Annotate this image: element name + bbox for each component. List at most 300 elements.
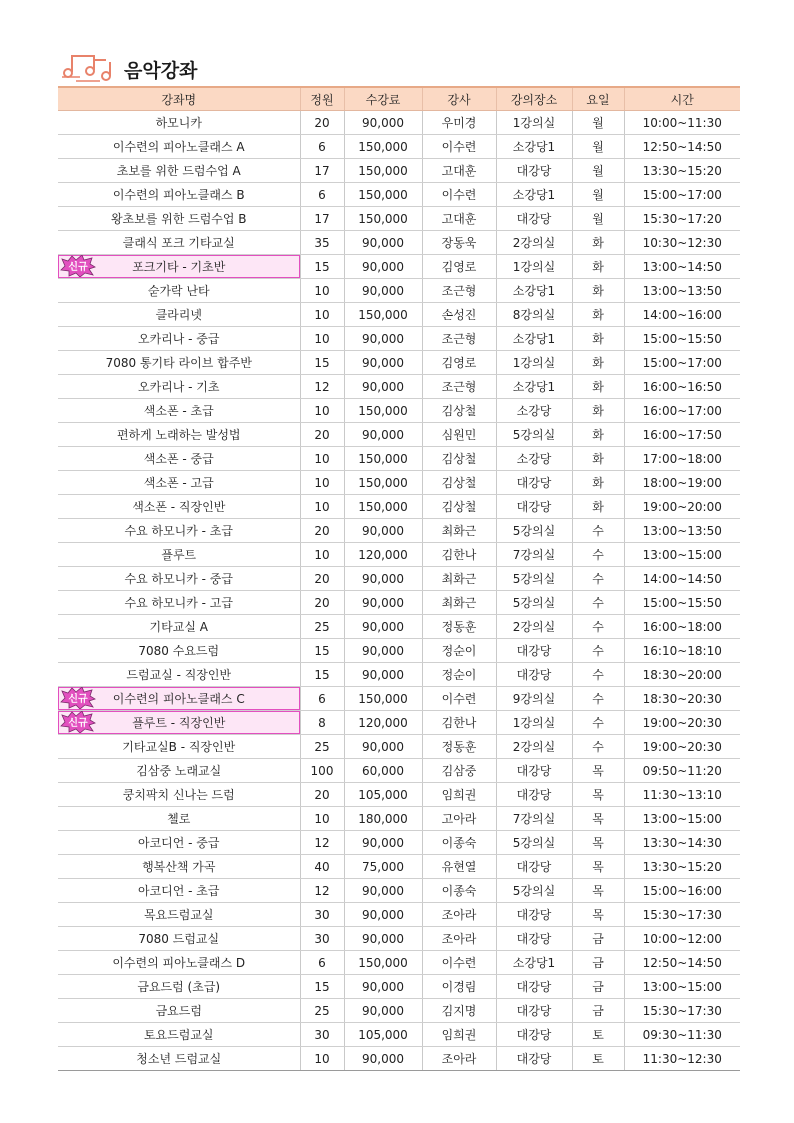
course-name-cell: 7080 수요드럼 [58, 639, 300, 663]
capacity-cell: 15 [300, 351, 344, 375]
time-cell: 13:30~15:20 [624, 159, 740, 183]
place-cell: 대강당 [496, 903, 572, 927]
course-name-cell: 청소년 드럼교실 [58, 1047, 300, 1071]
course-name-cell: 색소폰 - 초급 [58, 399, 300, 423]
capacity-cell: 15 [300, 975, 344, 999]
day-cell: 토 [572, 1047, 624, 1071]
new-badge-label: 신규 [68, 262, 88, 273]
fee-cell: 150,000 [344, 303, 422, 327]
teacher-cell: 이수련 [422, 183, 496, 207]
day-cell: 화 [572, 447, 624, 471]
place-cell: 2강의실 [496, 735, 572, 759]
fee-cell: 150,000 [344, 135, 422, 159]
header-course-name: 강좌명 [58, 87, 300, 111]
capacity-cell: 10 [300, 303, 344, 327]
course-name-cell: 플루트 [58, 543, 300, 567]
fee-cell: 75,000 [344, 855, 422, 879]
table-row [58, 639, 740, 663]
new-badge-icon [60, 255, 96, 277]
course-name-cell: 클라리넷 [58, 303, 300, 327]
course-name-cell: 이수련의 피아노클래스 A [58, 135, 300, 159]
day-cell: 금 [572, 927, 624, 951]
capacity-cell: 35 [300, 231, 344, 255]
page-title: 음악강좌 [124, 60, 198, 82]
day-cell: 토 [572, 1023, 624, 1047]
fee-cell: 60,000 [344, 759, 422, 783]
fee-cell: 150,000 [344, 495, 422, 519]
table-row [58, 279, 740, 303]
capacity-cell: 15 [300, 639, 344, 663]
day-cell: 화 [572, 255, 624, 279]
course-name-cell: 기타교실B - 직장인반 [58, 735, 300, 759]
time-cell: 13:30~15:20 [624, 855, 740, 879]
day-cell: 목 [572, 831, 624, 855]
teacher-cell: 정순이 [422, 663, 496, 687]
fee-cell: 150,000 [344, 687, 422, 711]
fee-cell: 90,000 [344, 879, 422, 903]
course-name-cell [58, 687, 300, 711]
course-name-text: 포크기타 - 기초반 [132, 260, 226, 274]
teacher-cell: 임희권 [422, 1023, 496, 1047]
teacher-cell: 김지명 [422, 999, 496, 1023]
table-row [58, 543, 740, 567]
table-row [58, 615, 740, 639]
capacity-cell: 17 [300, 159, 344, 183]
day-cell: 금 [572, 951, 624, 975]
table-row [58, 663, 740, 687]
course-name-cell: 7080 통기타 라이브 합주반 [58, 351, 300, 375]
table-row [58, 495, 740, 519]
table-row [58, 519, 740, 543]
course-name-cell: 이수련의 피아노클래스 B [58, 183, 300, 207]
teacher-cell: 이종숙 [422, 831, 496, 855]
time-cell: 14:00~16:00 [624, 303, 740, 327]
place-cell: 5강의실 [496, 879, 572, 903]
fee-cell: 150,000 [344, 159, 422, 183]
course-name-cell: 아코디언 - 중급 [58, 831, 300, 855]
capacity-cell: 10 [300, 1047, 344, 1071]
fee-cell: 90,000 [344, 903, 422, 927]
teacher-cell: 이수련 [422, 135, 496, 159]
fee-cell: 90,000 [344, 615, 422, 639]
place-cell: 5강의실 [496, 519, 572, 543]
time-cell: 14:00~14:50 [624, 567, 740, 591]
place-cell: 대강당 [496, 663, 572, 687]
fee-cell: 90,000 [344, 831, 422, 855]
fee-cell: 90,000 [344, 327, 422, 351]
table-row [58, 447, 740, 471]
course-name-cell: 첼로 [58, 807, 300, 831]
place-cell: 1강의실 [496, 351, 572, 375]
time-cell: 15:30~17:30 [624, 903, 740, 927]
fee-cell: 90,000 [344, 999, 422, 1023]
place-cell: 소강당 [496, 447, 572, 471]
time-cell: 12:50~14:50 [624, 135, 740, 159]
fee-cell: 150,000 [344, 951, 422, 975]
course-name-cell: 하모니카 [58, 111, 300, 135]
course-name-cell: 기타교실 A [58, 615, 300, 639]
time-cell: 13:00~13:50 [624, 519, 740, 543]
course-name-cell [58, 255, 300, 279]
time-cell: 13:30~14:30 [624, 831, 740, 855]
course-name-cell: 수요 하모니카 - 고급 [58, 591, 300, 615]
time-cell: 16:00~17:00 [624, 399, 740, 423]
place-cell: 대강당 [496, 207, 572, 231]
capacity-cell: 12 [300, 879, 344, 903]
time-cell: 10:00~11:30 [624, 111, 740, 135]
place-cell: 대강당 [496, 495, 572, 519]
fee-cell: 120,000 [344, 543, 422, 567]
table-row [58, 159, 740, 183]
place-cell: 대강당 [496, 639, 572, 663]
table-row [58, 735, 740, 759]
teacher-cell: 조아라 [422, 903, 496, 927]
course-name-cell: 색소폰 - 중급 [58, 447, 300, 471]
new-badge-label: 신규 [68, 694, 88, 705]
day-cell: 화 [572, 471, 624, 495]
teacher-cell: 고아라 [422, 807, 496, 831]
fee-cell: 150,000 [344, 471, 422, 495]
table-row [58, 183, 740, 207]
day-cell: 수 [572, 567, 624, 591]
header-capacity: 정원 [300, 87, 344, 111]
teacher-cell: 장동욱 [422, 231, 496, 255]
day-cell: 목 [572, 879, 624, 903]
header-teacher: 강사 [422, 87, 496, 111]
capacity-cell: 10 [300, 807, 344, 831]
course-name-cell: 숟가락 난타 [58, 279, 300, 303]
capacity-cell: 10 [300, 399, 344, 423]
day-cell: 화 [572, 279, 624, 303]
course-name-cell: 쿵치팍치 신나는 드럼 [58, 783, 300, 807]
day-cell: 수 [572, 591, 624, 615]
capacity-cell: 25 [300, 999, 344, 1023]
teacher-cell: 김삼중 [422, 759, 496, 783]
place-cell: 9강의실 [496, 687, 572, 711]
teacher-cell: 이수련 [422, 687, 496, 711]
fee-cell: 90,000 [344, 735, 422, 759]
capacity-cell: 17 [300, 207, 344, 231]
teacher-cell: 손성진 [422, 303, 496, 327]
place-cell: 대강당 [496, 471, 572, 495]
table-row [58, 375, 740, 399]
capacity-cell: 10 [300, 279, 344, 303]
course-name-cell: 초보를 위한 드럼수업 A [58, 159, 300, 183]
teacher-cell: 조근형 [422, 375, 496, 399]
time-cell: 10:00~12:00 [624, 927, 740, 951]
fee-cell: 90,000 [344, 423, 422, 447]
course-name-cell: 색소폰 - 고급 [58, 471, 300, 495]
day-cell: 수 [572, 663, 624, 687]
place-cell: 2강의실 [496, 231, 572, 255]
course-name-text: 이수련의 피아노클래스 C [112, 692, 245, 706]
time-cell: 16:10~18:10 [624, 639, 740, 663]
fee-cell: 150,000 [344, 447, 422, 471]
course-table [58, 86, 740, 1071]
course-name-cell: 오카리나 - 기초 [58, 375, 300, 399]
capacity-cell: 6 [300, 183, 344, 207]
teacher-cell: 최화근 [422, 591, 496, 615]
teacher-cell: 최화근 [422, 567, 496, 591]
teacher-cell: 조근형 [422, 327, 496, 351]
teacher-cell: 최화근 [422, 519, 496, 543]
day-cell: 금 [572, 999, 624, 1023]
place-cell: 소강당1 [496, 327, 572, 351]
time-cell: 15:30~17:30 [624, 999, 740, 1023]
table-row [58, 999, 740, 1023]
teacher-cell: 김영로 [422, 351, 496, 375]
day-cell: 월 [572, 159, 624, 183]
teacher-cell: 심원민 [422, 423, 496, 447]
place-cell: 1강의실 [496, 255, 572, 279]
day-cell: 수 [572, 543, 624, 567]
day-cell: 목 [572, 807, 624, 831]
teacher-cell: 고대훈 [422, 207, 496, 231]
teacher-cell: 조근형 [422, 279, 496, 303]
teacher-cell: 김한나 [422, 711, 496, 735]
capacity-cell: 20 [300, 423, 344, 447]
capacity-cell: 20 [300, 783, 344, 807]
time-cell: 13:00~13:50 [624, 279, 740, 303]
place-cell: 7강의실 [496, 543, 572, 567]
fee-cell: 90,000 [344, 663, 422, 687]
music-notes-icon [60, 50, 116, 84]
day-cell: 화 [572, 495, 624, 519]
course-name-cell: 편하게 노래하는 발성법 [58, 423, 300, 447]
capacity-cell: 100 [300, 759, 344, 783]
time-cell: 19:00~20:30 [624, 711, 740, 735]
fee-cell: 90,000 [344, 591, 422, 615]
fee-cell: 90,000 [344, 111, 422, 135]
table-row [58, 1023, 740, 1047]
fee-cell: 105,000 [344, 1023, 422, 1047]
teacher-cell: 유현열 [422, 855, 496, 879]
fee-cell: 90,000 [344, 279, 422, 303]
time-cell: 15:00~17:00 [624, 183, 740, 207]
time-cell: 16:00~17:50 [624, 423, 740, 447]
teacher-cell: 이수련 [422, 951, 496, 975]
fee-cell: 90,000 [344, 927, 422, 951]
header-time: 시간 [624, 87, 740, 111]
header-place: 강의장소 [496, 87, 572, 111]
place-cell: 대강당 [496, 975, 572, 999]
teacher-cell: 정동훈 [422, 615, 496, 639]
teacher-cell: 임희권 [422, 783, 496, 807]
teacher-cell: 이경림 [422, 975, 496, 999]
capacity-cell: 15 [300, 255, 344, 279]
time-cell: 15:00~16:00 [624, 879, 740, 903]
place-cell: 5강의실 [496, 423, 572, 447]
day-cell: 화 [572, 231, 624, 255]
fee-cell: 90,000 [344, 1047, 422, 1071]
course-name-cell: 김삼중 노래교실 [58, 759, 300, 783]
time-cell: 18:30~20:30 [624, 687, 740, 711]
course-name-cell: 금요드럼 [58, 999, 300, 1023]
course-name-text: 플루트 - 직장인반 [132, 716, 226, 730]
fee-cell: 90,000 [344, 519, 422, 543]
table-row [58, 1047, 740, 1071]
course-name-cell: 금요드럼 (초급) [58, 975, 300, 999]
place-cell: 대강당 [496, 999, 572, 1023]
place-cell: 대강당 [496, 855, 572, 879]
teacher-cell: 정순이 [422, 639, 496, 663]
teacher-cell: 이종숙 [422, 879, 496, 903]
teacher-cell: 김상철 [422, 495, 496, 519]
table-row [58, 567, 740, 591]
course-name-cell: 오카리나 - 중급 [58, 327, 300, 351]
day-cell: 목 [572, 759, 624, 783]
fee-cell: 120,000 [344, 711, 422, 735]
new-badge-label: 신규 [68, 718, 88, 729]
table-row [58, 927, 740, 951]
time-cell: 17:00~18:00 [624, 447, 740, 471]
table-row [58, 807, 740, 831]
header-day: 요일 [572, 87, 624, 111]
capacity-cell: 30 [300, 1023, 344, 1047]
place-cell: 2강의실 [496, 615, 572, 639]
day-cell: 수 [572, 687, 624, 711]
capacity-cell: 6 [300, 687, 344, 711]
time-cell: 18:00~19:00 [624, 471, 740, 495]
table-row [58, 951, 740, 975]
table-row [58, 111, 740, 135]
fee-cell: 150,000 [344, 183, 422, 207]
capacity-cell: 10 [300, 327, 344, 351]
table-row [58, 303, 740, 327]
table-row [58, 471, 740, 495]
table-row [58, 591, 740, 615]
day-cell: 월 [572, 135, 624, 159]
fee-cell: 150,000 [344, 399, 422, 423]
capacity-cell: 20 [300, 519, 344, 543]
time-cell: 13:00~15:00 [624, 807, 740, 831]
section-header [60, 50, 740, 84]
day-cell: 월 [572, 207, 624, 231]
new-badge-icon [60, 687, 96, 709]
course-name-cell [58, 711, 300, 735]
time-cell: 15:00~15:50 [624, 591, 740, 615]
teacher-cell: 우미경 [422, 111, 496, 135]
table-row [58, 207, 740, 231]
course-name-cell: 드럼교실 - 직장인반 [58, 663, 300, 687]
place-cell: 1강의실 [496, 111, 572, 135]
teacher-cell: 김한나 [422, 543, 496, 567]
fee-cell: 150,000 [344, 207, 422, 231]
time-cell: 19:00~20:00 [624, 495, 740, 519]
time-cell: 12:50~14:50 [624, 951, 740, 975]
time-cell: 09:50~11:20 [624, 759, 740, 783]
teacher-cell: 김영로 [422, 255, 496, 279]
fee-cell: 90,000 [344, 231, 422, 255]
course-name-cell: 왕초보를 위한 드럼수업 B [58, 207, 300, 231]
place-cell: 소강당1 [496, 279, 572, 303]
teacher-cell: 김상철 [422, 471, 496, 495]
fee-cell: 90,000 [344, 375, 422, 399]
place-cell: 대강당 [496, 1023, 572, 1047]
day-cell: 목 [572, 783, 624, 807]
capacity-cell: 40 [300, 855, 344, 879]
fee-cell: 90,000 [344, 255, 422, 279]
table-row [58, 351, 740, 375]
course-name-cell: 색소폰 - 직장인반 [58, 495, 300, 519]
table-row [58, 711, 740, 735]
course-name-cell: 수요 하모니카 - 중급 [58, 567, 300, 591]
capacity-cell: 30 [300, 927, 344, 951]
time-cell: 19:00~20:30 [624, 735, 740, 759]
place-cell: 대강당 [496, 759, 572, 783]
fee-cell: 90,000 [344, 975, 422, 999]
capacity-cell: 12 [300, 375, 344, 399]
table-row [58, 327, 740, 351]
time-cell: 13:00~14:50 [624, 255, 740, 279]
teacher-cell: 고대훈 [422, 159, 496, 183]
place-cell: 5강의실 [496, 831, 572, 855]
time-cell: 15:30~17:20 [624, 207, 740, 231]
course-name-cell: 행복산책 가곡 [58, 855, 300, 879]
course-name-cell: 아코디언 - 초급 [58, 879, 300, 903]
capacity-cell: 10 [300, 543, 344, 567]
time-cell: 11:30~12:30 [624, 1047, 740, 1071]
course-name-cell: 이수련의 피아노클래스 D [58, 951, 300, 975]
fee-cell: 90,000 [344, 639, 422, 663]
capacity-cell: 20 [300, 591, 344, 615]
time-cell: 15:00~17:00 [624, 351, 740, 375]
time-cell: 09:30~11:30 [624, 1023, 740, 1047]
place-cell: 소강당 [496, 399, 572, 423]
capacity-cell: 30 [300, 903, 344, 927]
teacher-cell: 김상철 [422, 447, 496, 471]
place-cell: 소강당1 [496, 375, 572, 399]
capacity-cell: 25 [300, 735, 344, 759]
time-cell: 16:00~16:50 [624, 375, 740, 399]
table-row [58, 687, 740, 711]
day-cell: 화 [572, 423, 624, 447]
day-cell: 수 [572, 615, 624, 639]
teacher-cell: 조아라 [422, 1047, 496, 1071]
course-name-cell: 수요 하모니카 - 초급 [58, 519, 300, 543]
table-row [58, 255, 740, 279]
teacher-cell: 정동훈 [422, 735, 496, 759]
capacity-cell: 20 [300, 111, 344, 135]
time-cell: 11:30~13:10 [624, 783, 740, 807]
time-cell: 13:00~15:00 [624, 543, 740, 567]
place-cell: 대강당 [496, 1047, 572, 1071]
day-cell: 수 [572, 519, 624, 543]
table-row [58, 855, 740, 879]
table-body [58, 111, 740, 1071]
new-badge-icon [60, 711, 96, 733]
fee-cell: 90,000 [344, 351, 422, 375]
table-row [58, 831, 740, 855]
capacity-cell: 15 [300, 663, 344, 687]
day-cell: 금 [572, 975, 624, 999]
capacity-cell: 10 [300, 471, 344, 495]
table-row [58, 399, 740, 423]
teacher-cell: 김상철 [422, 399, 496, 423]
place-cell: 7강의실 [496, 807, 572, 831]
place-cell: 대강당 [496, 783, 572, 807]
table-row [58, 783, 740, 807]
time-cell: 15:00~15:50 [624, 327, 740, 351]
time-cell: 10:30~12:30 [624, 231, 740, 255]
day-cell: 목 [572, 903, 624, 927]
teacher-cell: 조아라 [422, 927, 496, 951]
table-row [58, 975, 740, 999]
course-name-cell: 토요드럼교실 [58, 1023, 300, 1047]
place-cell: 1강의실 [496, 711, 572, 735]
day-cell: 월 [572, 183, 624, 207]
place-cell: 5강의실 [496, 591, 572, 615]
